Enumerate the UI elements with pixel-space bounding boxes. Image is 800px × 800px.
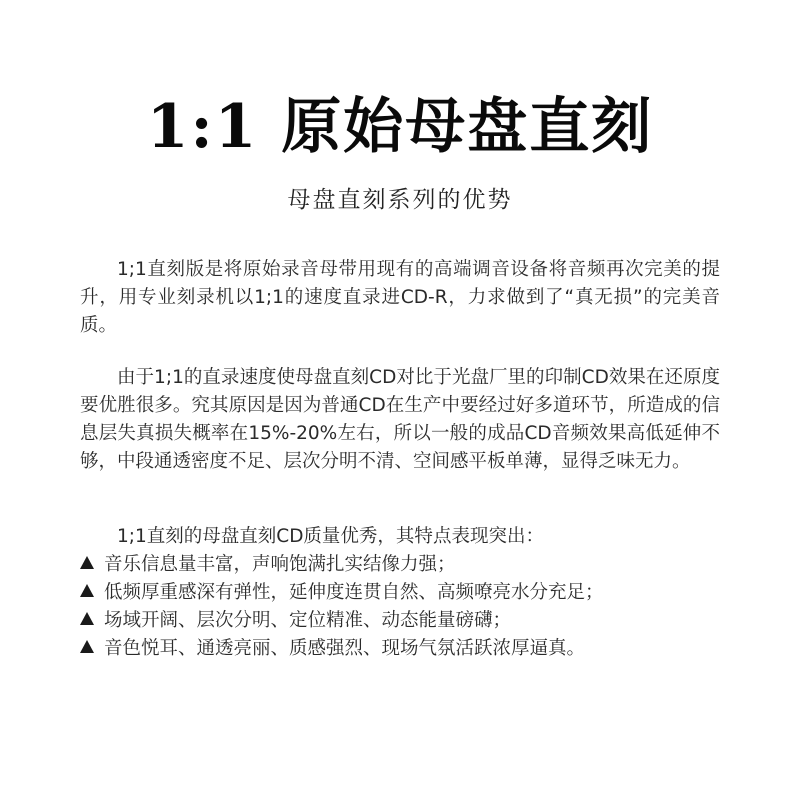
- features-list: [80, 551, 720, 663]
- triangle-bullet-icon: [80, 556, 94, 569]
- triangle-bullet-icon: [80, 612, 94, 625]
- features-section: [80, 523, 720, 663]
- page-subtitle: 母盘直刻系列的优势: [287, 187, 513, 213]
- page-title: 1:1 原始母盘直刻: [146, 92, 654, 162]
- paragraph-2: [80, 364, 720, 476]
- feature-text: 低频厚重感深有弹性，延伸度连贯自然、高频嘹亮水分充足；: [104, 582, 604, 603]
- features-intro: 1;1直刻的母盘直刻CD质量优秀，其特点表现突出：: [117, 526, 544, 547]
- triangle-bullet-icon: [80, 584, 94, 597]
- feature-item: [80, 635, 720, 663]
- paragraph-1: [80, 256, 720, 340]
- feature-item: [80, 551, 720, 579]
- feature-item: [80, 607, 720, 635]
- paragraph-2-text: 由于1;1的直录速度使母盘直刻CD对比于光盘厂里的印制CD效果在还原度要优胜很多。究其原因是因为普通CD在生产中要经过好多道环节，所造成的信息层失真损失概率在15%-20%左右，所以一般的成品CD音频效果高低延伸不够，中段通透密度不足、层次分明不清、空间感平板单薄，显得乏味无力。: [80, 367, 720, 472]
- feature-text: 音乐信息量丰富，声响饱满扎实结像力强；: [104, 554, 456, 575]
- feature-text: 场域开阔、层次分明、定位精准、动态能量磅礴；: [104, 610, 512, 631]
- paragraph-1-text: 1;1直刻版是将原始录音母带用现有的高端调音设备将音频再次完美的提升，用专业刻录机以1;1的速度直录进CD-R，力求做到了“真无损”的完美音质。: [80, 259, 720, 336]
- feature-item: [80, 579, 720, 607]
- triangle-bullet-icon: [80, 640, 94, 653]
- feature-text: 音色悦耳、通透亮丽、质感强烈、现场气氛活跃浓厚逼真。: [104, 638, 586, 659]
